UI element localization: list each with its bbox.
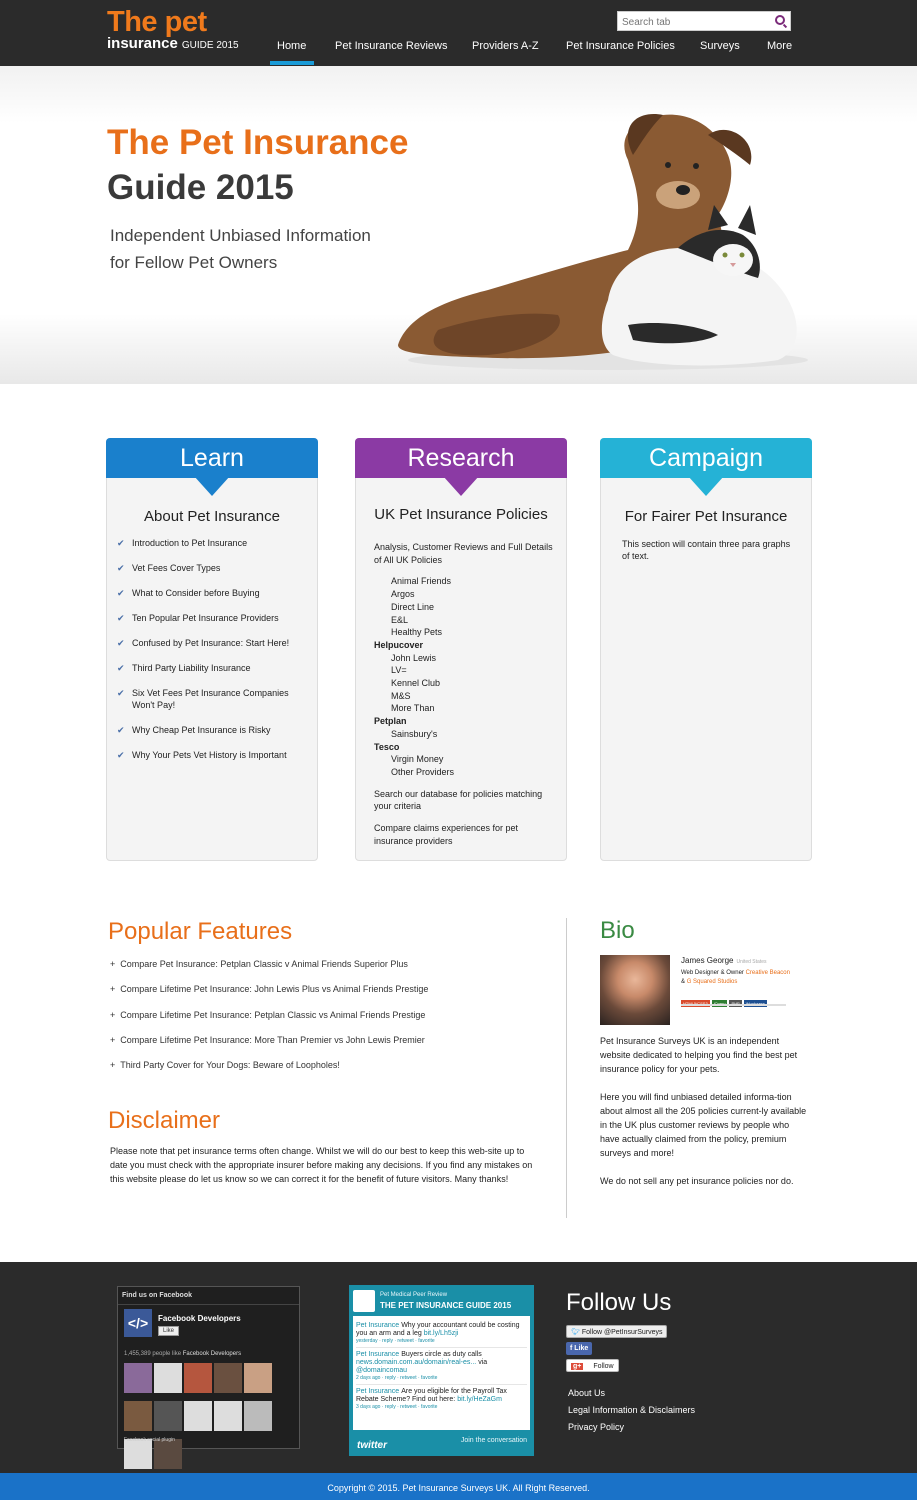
feature-link[interactable]: + Compare Lifetime Pet Insurance: Petplan Classic vs Animal Friends Prestige bbox=[110, 1010, 428, 1035]
campaign-heading: For Fairer Pet Insurance bbox=[624, 508, 788, 525]
facebook-like-button[interactable]: Like bbox=[158, 1326, 179, 1336]
bio-paragraph: Pet Insurance Surveys UK is an independent website dedicated to helping you find the best pet insurance policy for your pets. bbox=[600, 1036, 798, 1074]
bio-title: Bio bbox=[600, 917, 635, 944]
bio-text bbox=[600, 1034, 810, 1202]
tweet-meta[interactable]: 3 days ago · reply · retweet · favorite bbox=[356, 1404, 438, 1410]
hero-title-line1: The Pet Insurance bbox=[107, 123, 409, 162]
facebook-like-button-footer[interactable] bbox=[566, 1342, 592, 1355]
bio-card bbox=[600, 953, 790, 1027]
nav-more[interactable]: More bbox=[767, 40, 793, 52]
facebook-developers-logo-icon[interactable]: </> bbox=[124, 1309, 152, 1337]
bio-paragraph: We do not sell any pet insurance policies nor do. bbox=[600, 1176, 794, 1186]
main-nav bbox=[0, 40, 917, 66]
learn-link[interactable]: ✔ Ten Popular Pet Insurance Providers bbox=[117, 612, 313, 624]
twitter-widget bbox=[349, 1285, 534, 1456]
feature-link[interactable]: + Compare Pet Insurance: Petplan Classic v Animal Friends Superior Plus bbox=[110, 959, 428, 984]
dog-and-cat-image bbox=[378, 110, 814, 372]
provider-link[interactable]: More Than bbox=[391, 703, 435, 714]
provider-link[interactable]: Tesco bbox=[374, 741, 400, 752]
features-list bbox=[110, 959, 428, 1085]
nav-pet-insurance-reviews[interactable]: Pet Insurance Reviews bbox=[335, 40, 448, 52]
bio-location: United States bbox=[736, 959, 767, 965]
facebook-widget-header: Find us on Facebook bbox=[118, 1287, 299, 1305]
tweet-text: Are you eligible for the Payroll Tax Rebate Scheme? Find out here: bbox=[356, 1388, 507, 1403]
fan-avatar[interactable] bbox=[124, 1439, 152, 1469]
twitter-widget-footer bbox=[357, 1435, 527, 1453]
twitter-widget-header bbox=[353, 1289, 530, 1313]
bio-divider bbox=[681, 1004, 786, 1006]
tweet-meta[interactable]: yesterday · reply · retweet · favorite bbox=[356, 1338, 435, 1344]
tweet-list bbox=[353, 1316, 530, 1430]
facebook-plugin-label: Facebook social plugin bbox=[124, 1437, 175, 1443]
campaign-text: This section will contain three para graphs of text. bbox=[622, 539, 791, 561]
join-conversation-link[interactable]: Join the conversation bbox=[460, 1437, 527, 1444]
tweet bbox=[356, 1348, 527, 1385]
search-box bbox=[617, 11, 791, 31]
tweet-link[interactable]: bit.ly/Lh5zji bbox=[423, 1330, 459, 1337]
facebook-f-icon: f bbox=[570, 1345, 573, 1352]
nav-surveys[interactable]: Surveys bbox=[700, 40, 740, 52]
twitter-logo-icon[interactable]: twitter bbox=[357, 1440, 387, 1451]
fan-avatar[interactable] bbox=[244, 1401, 272, 1431]
logo-line1: The pet bbox=[107, 6, 207, 38]
provider-link[interactable]: Healthy Pets bbox=[391, 627, 443, 638]
tweet bbox=[356, 1319, 527, 1348]
hero-title-line2: Guide 2015 bbox=[107, 168, 294, 207]
facebook-count-text: 1,455,389 people like bbox=[124, 1351, 182, 1357]
campaign-banner bbox=[600, 438, 812, 478]
twitter-follow-label: Follow @PetInsurSurveys bbox=[581, 1329, 663, 1336]
hero-subtitle bbox=[110, 222, 371, 276]
provider-link[interactable]: Petplan bbox=[374, 716, 407, 727]
hero-banner bbox=[0, 66, 917, 384]
follow-us-title: Follow Us bbox=[566, 1289, 672, 1316]
logo-suffix: GUIDE 2015 bbox=[181, 40, 239, 51]
learn-card bbox=[106, 438, 318, 861]
disclaimer-text: Please note that pet insurance terms often change. Whilst we will do our best to keep this web-site up to date you must check with the appropriate insurer before making any decisions. If you find any mistakes on this website please do let us know so we can correct it for the benefit of future visitors. Many thanks! bbox=[110, 1146, 533, 1184]
learn-link[interactable]: ✔ Introduction to Pet Insurance bbox=[117, 537, 313, 549]
tweet-text: Buyers circle as duty calls bbox=[401, 1351, 482, 1358]
provider-link[interactable]: Sainsbury's bbox=[391, 728, 438, 739]
feature-link[interactable]: + Compare Lifetime Pet Insurance: More Than Premier vs John Lewis Premier bbox=[110, 1035, 428, 1060]
feature-link[interactable]: + Compare Lifetime Pet Insurance: John Lewis Plus vs Animal Friends Prestige bbox=[110, 984, 428, 1009]
research-compare-link[interactable]: Compare claims experiences for pet insurance providers bbox=[374, 823, 519, 846]
research-banner-label: Research bbox=[407, 444, 515, 472]
provider-link[interactable]: M&S bbox=[391, 690, 411, 701]
fan-avatar[interactable] bbox=[124, 1401, 152, 1431]
twitter-bird-icon: 🐦︎ bbox=[571, 1329, 580, 1336]
bio-name-text: James George bbox=[681, 956, 734, 965]
disclaimer-title: Disclaimer bbox=[108, 1107, 221, 1134]
google-plus-icon: g+ bbox=[573, 1363, 582, 1370]
twitter-avatar[interactable] bbox=[353, 1290, 375, 1312]
nav-providers-a-z[interactable]: Providers A-Z bbox=[472, 40, 539, 52]
learn-link[interactable]: ✔ Confused by Pet Insurance: Start Here! bbox=[117, 637, 313, 649]
campaign-banner-label: Campaign bbox=[649, 444, 763, 472]
tweet-text: Why your accountant could be costing you an arm and a leg bbox=[356, 1322, 520, 1337]
learn-link[interactable]: ✔ Vet Fees Cover Types bbox=[117, 562, 313, 574]
footer bbox=[0, 1262, 917, 1473]
footer-links bbox=[568, 1388, 695, 1439]
campaign-card bbox=[600, 438, 812, 861]
hero-subtitle-line1: Independent Unbiased Information bbox=[110, 226, 371, 245]
search-icon[interactable] bbox=[775, 15, 785, 25]
learn-link[interactable]: ✔ Third Party Liability Insurance bbox=[117, 662, 313, 674]
nav-pet-insurance-policies[interactable]: Pet Insurance Policies bbox=[566, 40, 675, 52]
bio-company1[interactable]: Creative Beacon bbox=[745, 970, 790, 976]
twitter-follow-button[interactable] bbox=[566, 1325, 667, 1338]
features-title: Popular Features bbox=[108, 918, 293, 945]
learn-banner-label: Learn bbox=[180, 444, 244, 472]
research-search-link[interactable]: Search our database for policies matching your criteria bbox=[374, 788, 543, 812]
nav-home[interactable]: Home bbox=[277, 40, 307, 52]
tweet-link[interactable]: news.domain.com.au/domain/real-es... bbox=[356, 1359, 477, 1366]
logo-insurance: insurance bbox=[107, 35, 178, 52]
tweet-mention[interactable]: @domaincomau bbox=[356, 1367, 408, 1374]
tweet-link[interactable]: bit.ly/HeZaGm bbox=[457, 1396, 502, 1403]
provider-link[interactable]: Argos bbox=[391, 589, 415, 600]
copyright-bar: Copyright © 2015. Pet Insurance Surveys UK. All Right Reserved. bbox=[0, 1473, 917, 1500]
fan-avatar[interactable] bbox=[214, 1401, 242, 1431]
facebook-like-label: Like bbox=[574, 1345, 589, 1352]
twitter-headline: THE PET INSURANCE GUIDE 2015 bbox=[380, 1301, 512, 1310]
tweet-author[interactable]: Pet Insurance bbox=[356, 1388, 400, 1395]
provider-link[interactable]: E&L bbox=[391, 614, 409, 625]
provider-link[interactable]: Kennel Club bbox=[391, 678, 441, 689]
tweet-meta[interactable]: 2 days ago · reply · retweet · favorite bbox=[356, 1375, 438, 1381]
bio-role-join: & bbox=[681, 979, 686, 985]
research-body bbox=[374, 541, 554, 847]
provider-list bbox=[374, 575, 554, 778]
learn-list bbox=[117, 537, 313, 774]
fan-avatar[interactable] bbox=[154, 1363, 182, 1393]
fan-avatar[interactable] bbox=[124, 1363, 152, 1393]
google-plus-follow-label: Follow bbox=[593, 1363, 614, 1370]
google-plus-follow-button[interactable] bbox=[566, 1359, 619, 1372]
fan-avatar[interactable] bbox=[154, 1401, 182, 1431]
provider-link[interactable]: Helpucover bbox=[374, 639, 424, 650]
facebook-widget bbox=[117, 1286, 300, 1449]
bio-role bbox=[681, 969, 791, 987]
facebook-like-count bbox=[124, 1351, 241, 1357]
fan-avatar[interactable] bbox=[244, 1363, 272, 1393]
learn-heading: About Pet Insurance bbox=[144, 508, 280, 525]
learn-link[interactable]: ✔ Why Cheap Pet Insurance is Risky bbox=[117, 724, 313, 736]
bio-paragraph: Here you will find unbiased detailed informa-tion about almost all the 205 policies current-ly available in the UK plus customer reviews by people who have actually claimed from the policy, premium surveys and more! bbox=[600, 1092, 807, 1158]
column-divider bbox=[566, 918, 567, 1218]
provider-link[interactable]: John Lewis bbox=[391, 652, 437, 663]
tweet bbox=[356, 1385, 527, 1413]
bio-tags bbox=[681, 992, 769, 1010]
provider-link[interactable]: Direct Line bbox=[391, 601, 435, 612]
research-intro: Analysis, Customer Reviews and Full Details of All UK Policies bbox=[374, 542, 553, 565]
twitter-account-name[interactable]: Pet Medical Peer Review bbox=[380, 1292, 448, 1298]
bio-name bbox=[681, 956, 767, 965]
provider-link[interactable]: Other Providers bbox=[391, 766, 455, 777]
tweet-author[interactable]: Pet Insurance bbox=[356, 1322, 400, 1329]
facebook-fan-grid bbox=[124, 1363, 294, 1477]
provider-link[interactable]: Virgin Money bbox=[391, 754, 444, 765]
provider-link[interactable]: Animal Friends bbox=[391, 576, 452, 587]
facebook-count-page: Facebook Developers bbox=[182, 1351, 242, 1357]
research-banner bbox=[355, 438, 567, 478]
research-heading: UK Pet Insurance Policies bbox=[374, 506, 548, 523]
learn-link[interactable]: ✔ Why Your Pets Vet History is Important bbox=[117, 749, 313, 761]
bio-company2[interactable]: G Squared Studios bbox=[686, 979, 738, 985]
fan-avatar[interactable] bbox=[214, 1363, 242, 1393]
learn-link[interactable]: ✔ What to Consider before Buying bbox=[117, 587, 313, 599]
fan-avatar[interactable] bbox=[184, 1363, 212, 1393]
hero-subtitle-line2: for Fellow Pet Owners bbox=[110, 253, 278, 272]
avatar bbox=[600, 955, 670, 1025]
top-bar bbox=[0, 0, 917, 66]
footer-link-privacy[interactable]: Privacy Policy bbox=[568, 1422, 625, 1432]
footer-link-legal[interactable]: Legal Information & Disclaimers bbox=[568, 1405, 696, 1415]
bio-role-prefix: Web Designer & Owner bbox=[681, 970, 744, 976]
footer-link-about[interactable]: About Us bbox=[568, 1388, 606, 1398]
fan-avatar[interactable] bbox=[184, 1401, 212, 1431]
facebook-page-name[interactable]: Facebook Developers bbox=[158, 1314, 241, 1323]
research-card bbox=[355, 438, 567, 861]
learn-banner bbox=[106, 438, 318, 478]
tweet-author[interactable]: Pet Insurance bbox=[356, 1351, 400, 1358]
learn-link[interactable]: ✔ Six Vet Fees Pet Insurance Companies Won't Pay! bbox=[117, 687, 313, 711]
provider-link[interactable]: LV= bbox=[391, 665, 407, 676]
feature-link[interactable]: + Third Party Cover for Your Dogs: Beware of Loopholes! bbox=[110, 1060, 428, 1085]
tweet-text: via bbox=[478, 1359, 488, 1366]
fan-avatar[interactable] bbox=[154, 1439, 182, 1469]
search-input[interactable] bbox=[618, 14, 768, 32]
